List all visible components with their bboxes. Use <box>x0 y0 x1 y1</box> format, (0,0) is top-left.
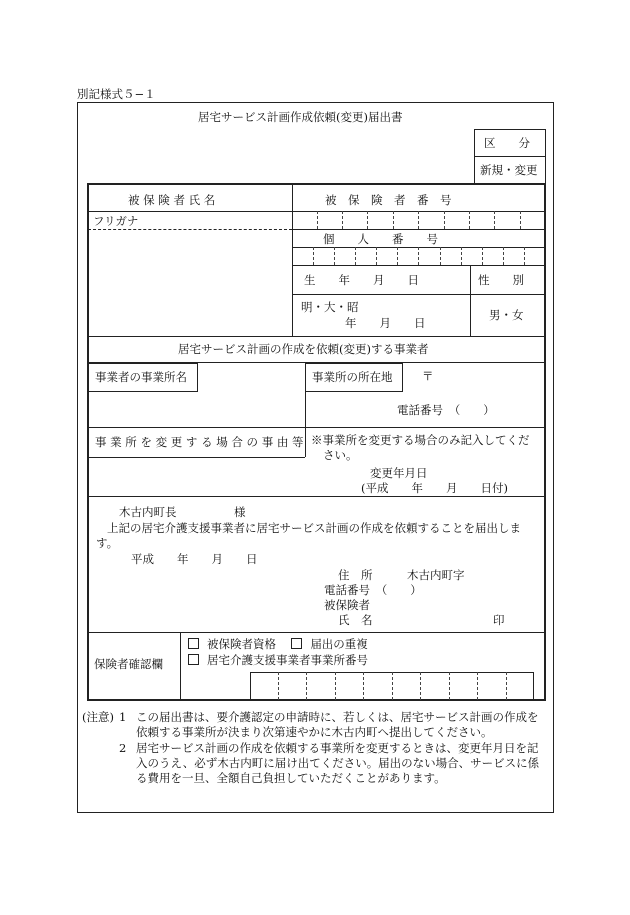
note2-line1: 居宅サービス計画の作成を依頼する事業所を変更するときは、変更年月日を記 <box>136 741 539 755</box>
qualification-option: 被保険者資格 <box>207 637 276 651</box>
declaration-line2: す。 <box>96 536 119 550</box>
form-title: 居宅サービス計画作成依頼(変更)届出書 <box>198 110 403 124</box>
office-number-checkbox[interactable] <box>188 654 199 665</box>
insured-number-header: 被 保 険 者 番 号 <box>325 193 452 207</box>
personal-number-header: 個 人 番 号 <box>323 232 438 246</box>
note1-line1: この届出書は、要介護認定の申請時に、若しくは、居宅サービス計画の作成を <box>136 710 539 724</box>
change-date-value[interactable]: (平成 年 月 日付) <box>361 481 508 495</box>
note1-line2: 依頼する事業所が決まり次第速やかに木古内町へ提出してください。 <box>136 725 493 739</box>
birth-date-ymd[interactable]: 年 月 日 <box>345 316 426 330</box>
change-date-label: 変更年月日 <box>370 466 428 480</box>
qualification-checkbox[interactable] <box>188 638 199 649</box>
postal-mark: 〒 <box>422 369 434 383</box>
seal-mark: 印 <box>493 613 505 627</box>
insured-name-input[interactable] <box>88 230 292 335</box>
declaration-date[interactable]: 平成 年 月 日 <box>131 552 258 566</box>
birth-era-options[interactable]: 明・大・昭 <box>301 300 359 314</box>
applicant-phone-label[interactable]: 電話番号 （ ） <box>324 583 422 597</box>
applicant-name-label[interactable]: 氏 名 <box>338 613 373 627</box>
office-address-input[interactable] <box>406 363 545 391</box>
category-header: 区 分 <box>484 136 530 150</box>
duplicate-checkbox[interactable] <box>291 638 302 649</box>
birth-date-header: 生 年 月 日 <box>304 273 419 287</box>
provider-section-header: 居宅サービス計画の作成を依頼(変更)する事業者 <box>178 342 429 356</box>
change-reason-label: 事 業 所 を 変 更 す る 場 合 の 事 由 等 <box>95 435 304 449</box>
change-note-line1: ※事業所を変更する場合のみ記入してくだ <box>311 433 530 447</box>
addressee: 木古内町長 様 <box>119 505 246 519</box>
insurer-check-row2 <box>188 653 368 667</box>
office-number-option: 居宅介護支援事業者事業所番号 <box>207 653 368 667</box>
insured-number-input[interactable] <box>293 212 545 229</box>
category-value[interactable]: 新規・変更 <box>480 163 538 177</box>
form-number: 別記様式５−１ <box>77 87 156 101</box>
note1-number: 1 <box>119 710 127 724</box>
applicant-address-label[interactable]: 住 所 木古内町字 <box>338 568 465 582</box>
office-name-label: 事業者の事業所名 <box>95 370 187 384</box>
note2-line2: 入のうえ、必ず木古内町に届け出てください。届出のない場合、サービスに係 <box>136 756 540 770</box>
furigana-label: フリガナ <box>93 214 139 228</box>
office-phone-label: 電話番号 （ ） <box>397 403 495 417</box>
change-reason-input[interactable] <box>88 458 304 495</box>
personal-number-input[interactable] <box>293 248 545 265</box>
insurer-check-label: 保険者確認欄 <box>94 657 163 671</box>
declaration-line1: 上記の居宅介護支援事業者に居宅サービス計画の作成を依頼することを届出しま <box>107 521 521 535</box>
applicant-insured-label: 被保険者 <box>324 598 370 612</box>
change-note-line2: さい。 <box>323 448 358 462</box>
office-name-input[interactable] <box>88 393 304 427</box>
duplicate-option: 届出の重複 <box>310 637 368 651</box>
sex-header: 性 別 <box>478 273 524 287</box>
sex-options[interactable]: 男・女 <box>489 308 524 322</box>
insurer-check-row1 <box>188 637 368 651</box>
note2-number: 2 <box>119 741 127 755</box>
insured-name-header: 被 保 険 者 氏 名 <box>128 193 216 207</box>
office-address-label: 事業所の所在地 <box>312 370 393 384</box>
note2-line3: る費用を一旦、全額自己負担していただくことがあります。 <box>136 771 446 785</box>
notes-prefix: (注意) <box>82 710 114 724</box>
